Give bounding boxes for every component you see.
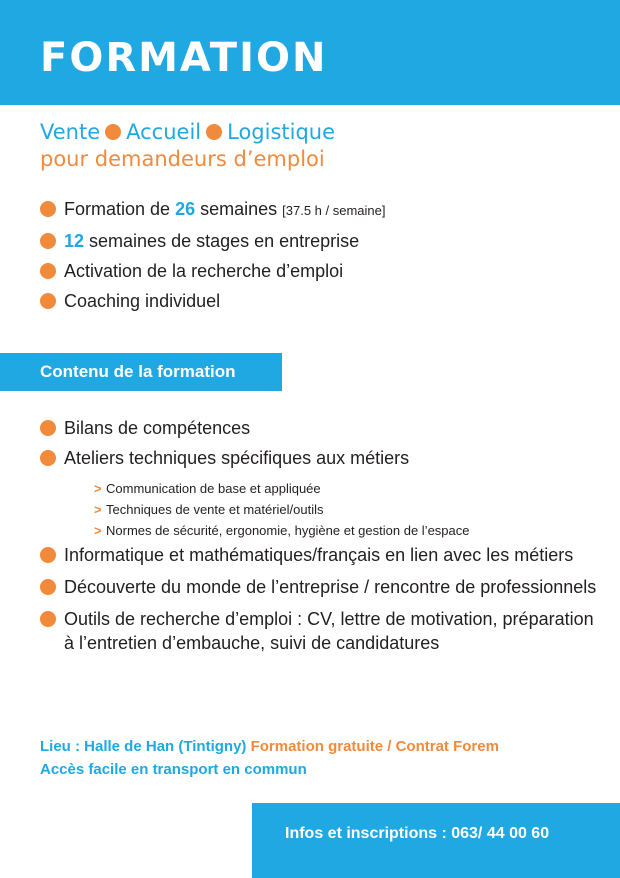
contact-text: Infos et inscriptions : 063/ 44 00 60 [285,825,550,842]
section-title: Contenu de la formation [40,362,236,381]
item-text: Découverte du monde de l’entreprise / rencontre de professionnels [64,577,597,597]
field-vente: Vente [40,120,101,144]
sub-item-text: Communication de base et appliquée [106,481,321,496]
arrow-icon: > [94,523,102,538]
list-item [40,229,385,253]
subtitle-fields [40,119,335,145]
item-text: semaines de stages en entreprise [84,231,360,251]
field-logistique: Logistique [227,120,336,144]
location-line [40,736,499,758]
list-item [40,575,600,599]
list-item [40,446,600,541]
sub-item-text: Techniques de vente et matériel/outils [106,502,324,517]
bullet-dot-icon [105,124,121,140]
sub-list-item [94,478,600,499]
list-item [40,259,385,283]
sub-list-item [94,520,600,541]
subtitle-audience: pour demandeurs d’emploi [40,147,325,171]
list-item [40,289,385,313]
bullet-dot-icon [206,124,222,140]
bullet-dot-icon [40,420,56,436]
list-item [40,416,600,440]
item-text: Bilans de compétences [64,418,251,438]
access-line: Accès facile en transport en commun [40,761,307,778]
contents-list [40,416,600,655]
free-training-text: Formation gratuite / Contrat Forem [250,738,499,755]
item-text: semaines [195,199,283,219]
bullet-dot-icon [40,263,56,279]
item-note: [37.5 h / semaine] [282,203,386,218]
item-text: Coaching individuel [64,291,221,311]
header-banner [0,0,620,105]
location-text: Lieu : Halle de Han (Tintigny) [40,738,247,755]
sub-list-item [94,499,600,520]
bullet-dot-icon [40,611,56,627]
highlight-number: 26 [175,199,196,219]
highlights-list [40,197,385,319]
bullet-dot-icon [40,450,56,466]
section-header [0,353,282,391]
sub-item-text: Normes de sécurité, ergonomie, hygiène et gestion de l’espace [106,523,470,538]
contact-banner [252,803,620,878]
item-text: Formation de [64,199,176,219]
list-item [40,543,600,567]
item-text: Ateliers techniques spécifiques aux métiers [64,448,410,468]
item-text: Outils de recherche d’emploi : CV, lettre de motivation, préparation à l’entretien d’embauche, suivi de candidatures [64,609,594,653]
bullet-dot-icon [40,293,56,309]
bullet-dot-icon [40,201,56,217]
bullet-dot-icon [40,547,56,563]
bullet-dot-icon [40,579,56,595]
page-title: FORMATION [40,35,328,81]
item-text: Activation de la recherche d’emploi [64,261,344,281]
arrow-icon: > [94,481,102,496]
sub-list [64,478,600,541]
list-item [40,197,385,223]
list-item [40,607,600,655]
field-accueil: Accueil [126,120,202,144]
arrow-icon: > [94,502,102,517]
item-text: Informatique et mathématiques/français en lien avec les métiers [64,545,574,565]
bullet-dot-icon [40,233,56,249]
highlight-number: 12 [64,231,85,251]
